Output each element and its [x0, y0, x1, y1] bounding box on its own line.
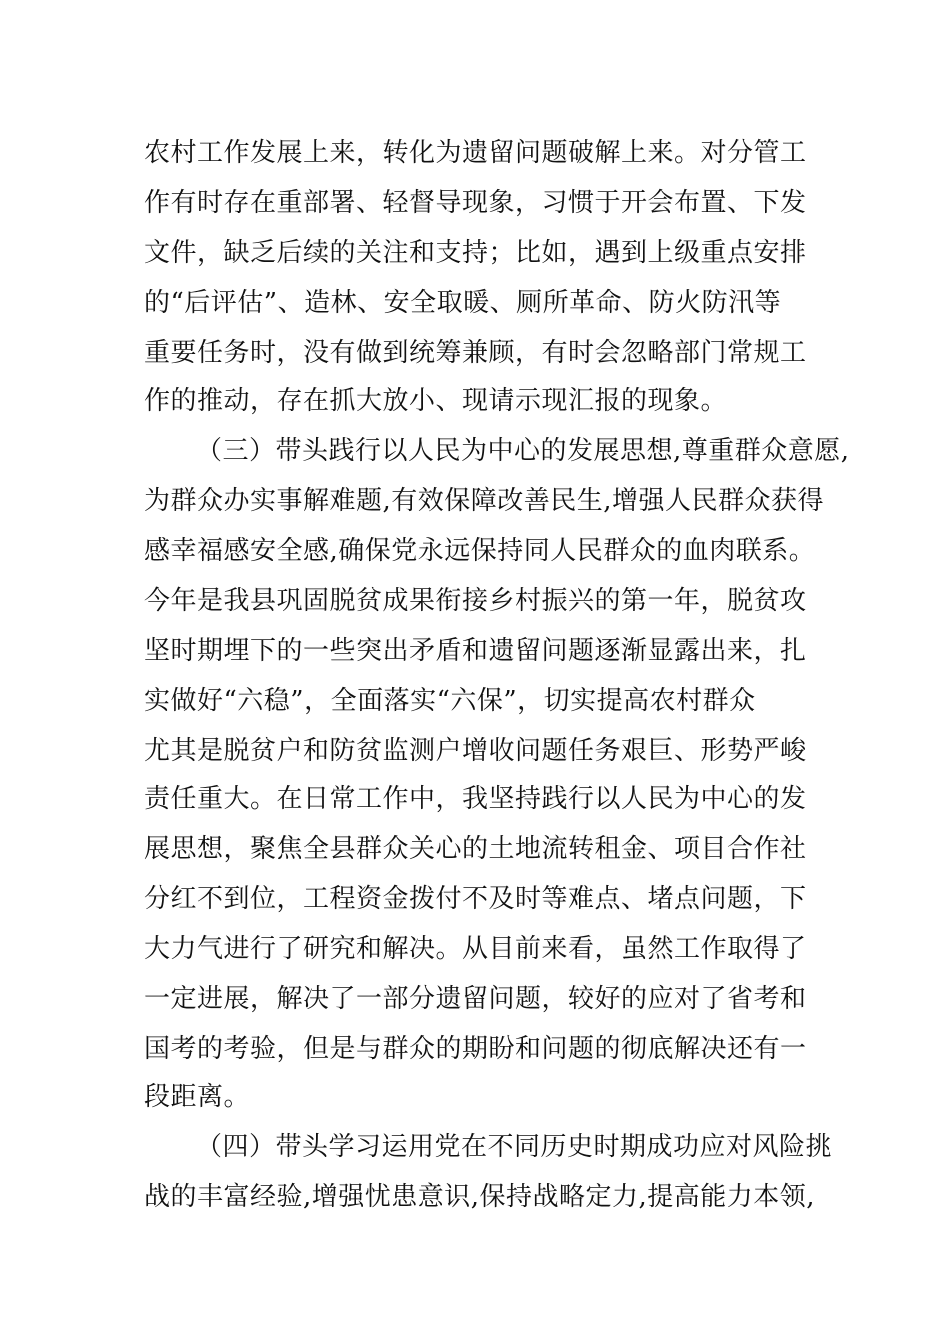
text-line: 大力气进行了研究和解决。从目前来看，虽然工作取得了: [144, 934, 807, 964]
text-line: 文件，缺乏后续的关注和支持；比如，遇到上级重点安排: [144, 238, 807, 268]
text-line: 的“后评估”、造林、安全取暖、厕所革命、防火防汛等: [144, 288, 782, 318]
text-line: 一定进展，解决了一部分遗留问题，较好的应对了省考和: [144, 984, 807, 1014]
text-line: 作有时存在重部署、轻督导现象，习惯于开会布置、下发: [144, 188, 807, 218]
text-line: 为群众办实事解难题,有效保障改善民生,增强人民群众获得: [144, 486, 825, 516]
text-line: 段距离。: [144, 1082, 251, 1112]
text-line: 今年是我县巩固脱贫成果衔接乡村振兴的第一年，脱贫攻: [144, 586, 807, 616]
text-line: 分红不到位，工程资金拨付不及时等难点、堵点问题，下: [144, 884, 807, 914]
text-line: 尤其是脱贫户和防贫监测户增收问题任务艰巨、形势严峻: [144, 736, 807, 766]
text-line: 展思想，聚焦全县群众关心的土地流转租金、项目合作社: [144, 834, 807, 864]
section-heading-3: （三）带头践行以人民为中心的发展思想,尊重群众意愿,: [196, 436, 850, 466]
text-line: 责任重大。在日常工作中，我坚持践行以人民为中心的发: [144, 784, 807, 814]
text-line: 感幸福感安全感,确保党永远保持同人民群众的血肉联系。: [144, 536, 816, 566]
text-line: 作的推动，存在抓大放小、现请示现汇报的现象。: [144, 386, 728, 416]
text-line: 国考的考验，但是与群众的期盼和问题的彻底解决还有一: [144, 1034, 807, 1064]
text-line: 实做好“六稳”，全面落实“六保”，切实提高农村群众: [144, 686, 756, 716]
text-line: 重要任务时，没有做到统筹兼顾，有时会忽略部门常规工: [144, 338, 807, 368]
text-line: 农村工作发展上来，转化为遗留问题破解上来。对分管工: [144, 138, 807, 168]
section-heading-4: （四）带头学习运用党在不同历史时期成功应对风险挑: [196, 1132, 833, 1162]
text-line: 战的丰富经验,增强忧患意识,保持战略定力,提高能力本领,: [144, 1182, 816, 1212]
text-line: 坚时期埋下的一些突出矛盾和遗留问题逐渐显露出来，扎: [144, 636, 807, 666]
